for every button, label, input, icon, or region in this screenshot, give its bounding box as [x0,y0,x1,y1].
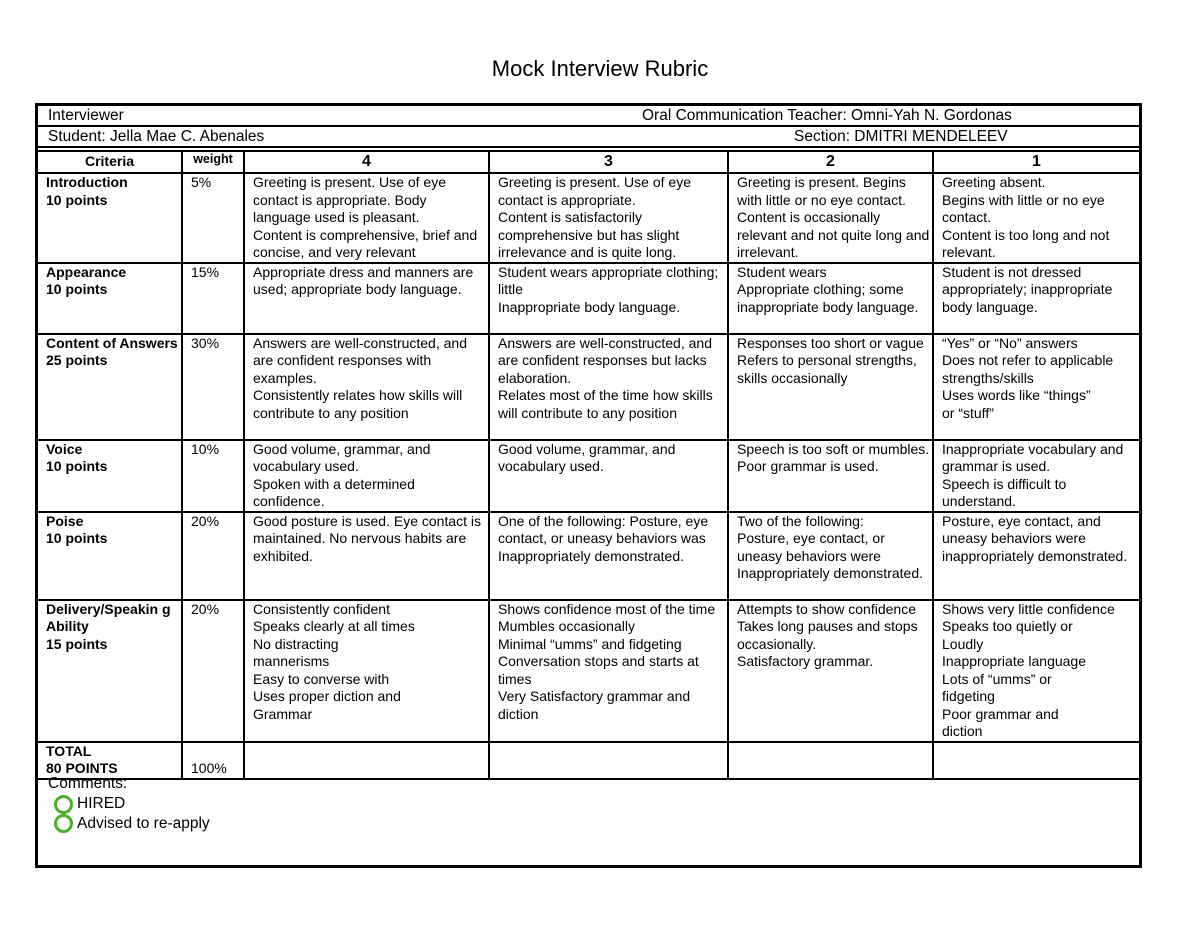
table-row [38,440,1139,512]
score-2-cell: Attempts to show confidence Takes long pauses and stops occasionally. Satisfactory grammar. [728,600,933,742]
weight-cell: 5% [182,173,244,263]
weight-cell: 15% [182,263,244,334]
table-header-row [38,151,1139,173]
score-2-cell: Greeting is present. Begins with little or no eye contact. Content is occasionally relevant and not quite long and irrelevant. [728,173,933,263]
score-2-cell: Student wears Appropriate clothing; some inappropriate body language. [728,263,933,334]
score-4-header: 4 [244,151,489,173]
criteria-cell: Appearance 10 points [38,263,182,334]
score-4-cell: Greeting is present. Use of eye contact is appropriate. Body language used is pleasant. Content is comprehensive, brief and concise, and very relevant [244,173,489,263]
table-row [38,334,1139,440]
table-row [38,600,1139,742]
criteria-header: Criteria [38,151,182,173]
option-hired[interactable] [54,795,210,815]
score-1-header: 1 [933,151,1139,173]
table-row [38,512,1139,600]
criteria-cell: Voice 10 points [38,440,182,512]
score-1-cell: Shows very little confidence Speaks too quietly or Loudly Inappropriate language Lots of “umms” or fidgeting Poor grammar and diction [933,600,1139,742]
score-4-cell: Appropriate dress and manners are used; appropriate body language. [244,263,489,334]
total-label: TOTAL 80 POINTS [38,742,182,779]
header-row-student [38,127,1139,148]
weight-cell: 20% [182,512,244,600]
radio-circle-icon[interactable] [54,795,73,814]
rubric-table [38,150,1139,780]
radio-circle-icon[interactable] [54,814,73,833]
score-3-cell: Shows confidence most of the time Mumbles occasionally Minimal “umms” and fidgeting Conversation stops and starts at times Very Satisfactory grammar and diction [489,600,728,742]
comments-label: Comments: [48,775,128,792]
score-2-cell: Speech is too soft or mumbles. Poor grammar is used. [728,440,933,512]
student-label: Student: Jella Mae C. Abenales [48,128,265,145]
score-4-cell: Good posture is used. Eye contact is maintained. No nervous habits are exhibited. [244,512,489,600]
option-hired-label: HIRED [77,795,126,813]
table-row [38,173,1139,263]
score-3-cell: Good volume, grammar, and vocabulary used. [489,440,728,512]
comments-section [48,775,210,834]
total-weight: 100% [182,742,244,779]
interviewer-label: Interviewer [48,107,124,124]
section-label: Section: DMITRI MENDELEEV [794,128,1008,145]
score-3-cell: Greeting is present. Use of eye contact is appropriate. Content is satisfactorily comprehensive but has slight irrelevance and is quite long. [489,173,728,263]
score-3-cell: Student wears appropriate clothing; little Inappropriate body language. [489,263,728,334]
score-3-cell: One of the following: Posture, eye contact, or uneasy behaviors was Inappropriately demonstrated. [489,512,728,600]
score-1-cell: Posture, eye contact, and uneasy behaviors were inappropriately demonstrated. [933,512,1139,600]
score-2-cell: Two of the following: Posture, eye contact, or uneasy behaviors were Inappropriately demonstrated. [728,512,933,600]
weight-header: weight [182,151,244,173]
page-title: Mock Interview Rubric [491,56,709,81]
total-score-4-cell [244,742,489,779]
score-3-cell: Answers are well-constructed, and are confident responses but lacks elaboration. Relates most of the time how skills will contribute to any position [489,334,728,440]
score-1-cell: “Yes” or “No” answers Does not refer to applicable strengths/skills Uses words like “things” or “stuff” [933,334,1139,440]
score-4-cell: Answers are well-constructed, and are confident responses with examples. Consistently relates how skills will contribute to any position [244,334,489,440]
score-3-header: 3 [489,151,728,173]
criteria-cell: Poise 10 points [38,512,182,600]
score-1-cell: Inappropriate vocabulary and grammar is used. Speech is difficult to understand. [933,440,1139,512]
total-score-3-cell [489,742,728,779]
option-reapply[interactable] [54,814,210,834]
score-4-cell: Good volume, grammar, and vocabulary used. Spoken with a determined confidence. [244,440,489,512]
score-1-cell: Greeting absent. Begins with little or no eye contact. Content is too long and not relevant. [933,173,1139,263]
rubric-sheet [35,103,1142,868]
total-score-2-cell [728,742,933,779]
table-row [38,263,1139,334]
weight-cell: 10% [182,440,244,512]
option-reapply-label: Advised to re-apply [77,814,210,832]
total-row [38,742,1139,779]
header-row-interviewer [38,106,1139,127]
weight-cell: 20% [182,600,244,742]
total-score-1-cell [933,742,1139,779]
weight-cell: 30% [182,334,244,440]
score-4-cell: Consistently confident Speaks clearly at all times No distracting mannerisms Easy to converse with Uses proper diction and Grammar [244,600,489,742]
criteria-cell: Introduction 10 points [38,173,182,263]
criteria-cell: Content of Answers 25 points [38,334,182,440]
criteria-cell: Delivery/Speakin g Ability 15 points [38,600,182,742]
teacher-label: Oral Communication Teacher: Omni-Yah N. Gordonas [642,107,1012,124]
score-2-header: 2 [728,151,933,173]
score-1-cell: Student is not dressed appropriately; inappropriate body language. [933,263,1139,334]
score-2-cell: Responses too short or vague Refers to personal strengths, skills occasionally [728,334,933,440]
